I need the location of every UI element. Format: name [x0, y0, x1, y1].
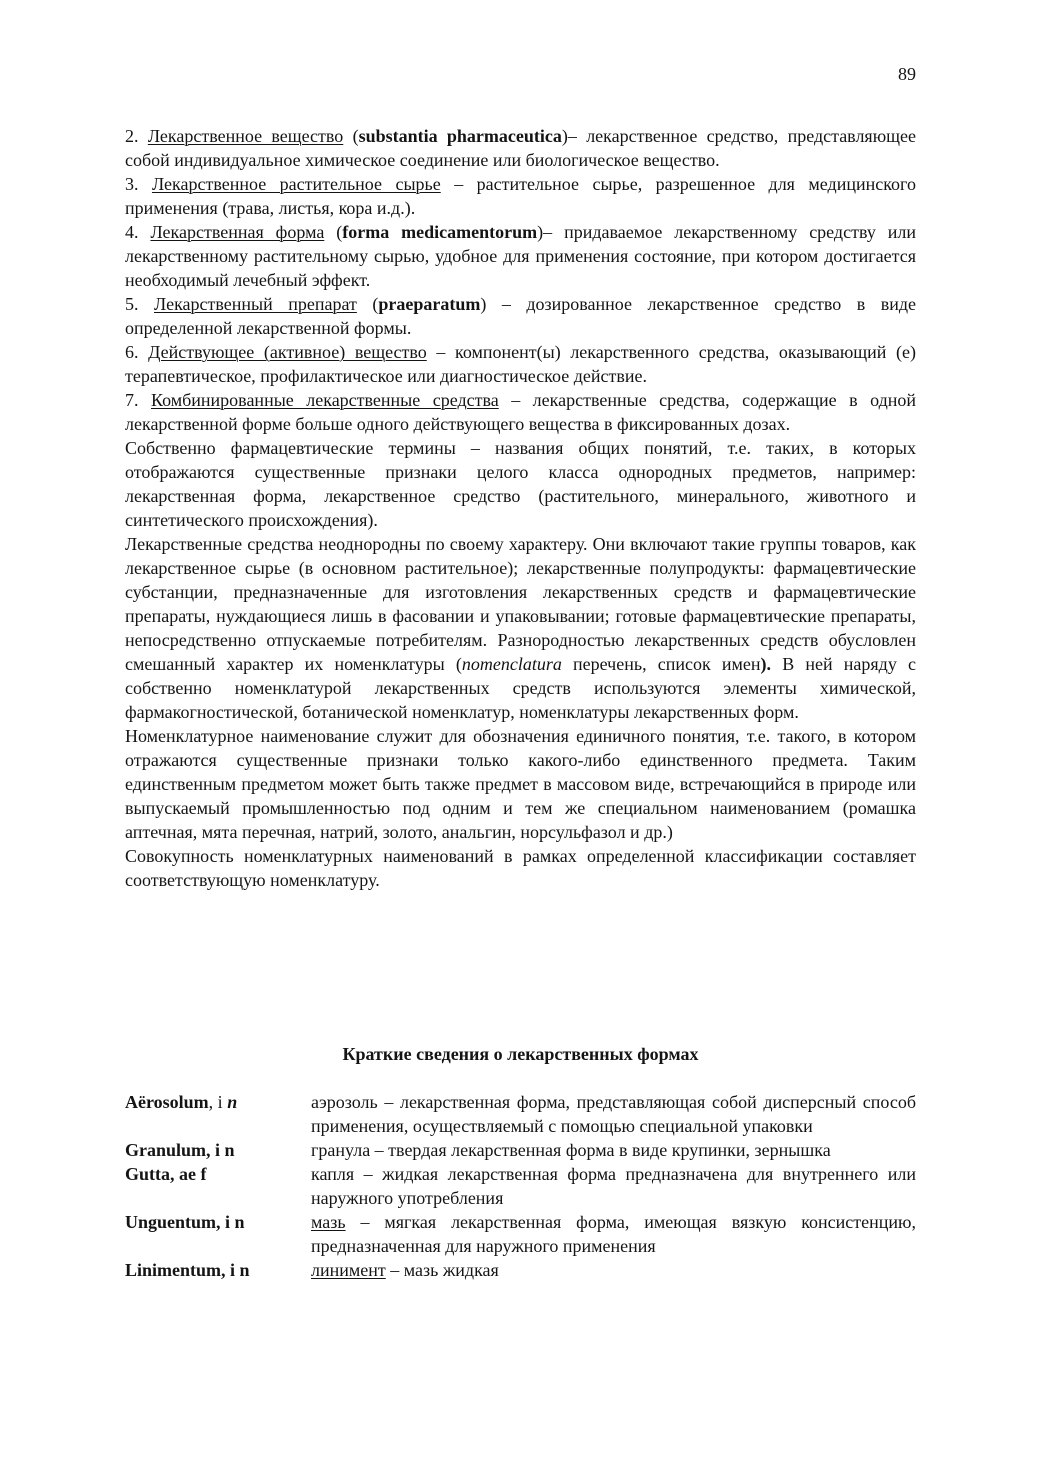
item-text: – придаваемое лекарственному средству или лекарственному растительному сырью, удобное для применения состояние, при котором достигается необходимый лечебный эффект.: [125, 222, 917, 290]
item-number: 5.: [125, 294, 139, 314]
item-latin: praeparatum: [378, 294, 481, 314]
item-text: – компонент(ы) лекарственного средства, оказывающий (е) терапевтическое, профилактическое или диагностическое действие.: [125, 342, 917, 386]
dosage-form-row: [125, 1258, 916, 1282]
dosage-forms-list: [125, 1090, 916, 1282]
definition-item-2: 2. Лекарственное вещество (substantia pharmaceutica)– лекарственное средство, представляющее собой индивидуальное химическое соединение или биологическое вещество.: [125, 126, 916, 170]
paragraph-text: ).: [760, 654, 772, 674]
item-term: Лекарственное растительное сырье: [151, 174, 441, 194]
item-number: 4.: [125, 222, 139, 242]
paragraph-nomenclature-set: Совокупность номенклатурных наименований в рамках определенной классификации составляет соответствующую номенклатуру.: [125, 846, 916, 890]
item-latin: forma medicamentorum: [342, 222, 538, 242]
item-term: Лекарственная форма: [150, 222, 325, 242]
form-latin-name: Linimentum, i n: [125, 1260, 250, 1280]
paragraph-text: перечень, список имен: [561, 654, 761, 674]
form-latin-name: Unguentum, i n: [125, 1212, 245, 1232]
dosage-form-row: [125, 1210, 916, 1258]
definition-item-6: [125, 340, 916, 388]
definition-item-4: 4. Лекарственная форма (forma medicamentorum)– придаваемое лекарственному средству или лекарственному растительному сырью, удобное для применения состояние, при котором достигается необходимый лечебный эффект.: [125, 222, 917, 290]
item-number: 6.: [125, 342, 139, 362]
page-number: 89: [898, 64, 916, 84]
item-term: Лекарственное вещество: [147, 126, 344, 146]
item-text: – лекарственное средство, представляющее собой индивидуальное химическое соединение или биологическое вещество.: [125, 126, 916, 170]
item-number: 3.: [125, 174, 139, 194]
definition-item-5: 5. Лекарственный препарат (praeparatum) – дозированное лекарственное средство в виде определенной лекарственной формы.: [125, 294, 916, 338]
latin-word-nomenclatura: nomenclatura: [461, 654, 562, 674]
body-text: [125, 124, 916, 892]
item-term: Действующее (активное) вещество: [148, 342, 427, 362]
form-latin-name: Gutta, ae f: [125, 1164, 207, 1184]
item-text: – лекарственные средства, содержащие в одной лекарственной форме больше одного действующего вещества в фиксированных дозах.: [125, 390, 916, 434]
form-latin-name: Aërosolum, i n: [125, 1092, 238, 1112]
definition-item-7: [125, 388, 916, 436]
item-term: Лекарственный препарат: [154, 294, 357, 314]
definition-item-3: [125, 172, 916, 220]
form-definition: капля – жидкая лекарственная форма предназначена для внутреннего или наружного употребления: [311, 1164, 916, 1208]
form-definition: мазь – мягкая лекарственная форма, имеющая вязкую консистенцию, предназначенная для наружного применения: [311, 1212, 916, 1256]
paragraph-medicine-groups: [125, 532, 916, 724]
form-definition: гранула – твердая лекарственная форма в виде крупинки, зернышка: [311, 1140, 831, 1160]
item-number: 7.: [125, 390, 139, 410]
section-heading: Краткие сведения о лекарственных формах: [342, 1044, 699, 1064]
paragraph-pharmaceutical-terms: Собственно фармацевтические термины – названия общих понятий, т.е. таких, в которых отображаются существенные признаки целого класса однородных предметов, например: лекарственная форма, лекарственное средство (растительного, минерального, животного и синтетического происхождения).: [125, 438, 916, 530]
paragraph-nomenclature-name: Номенклатурное наименование служит для обозначения единичного понятия, т.е. такого, в котором отражаются существенные признаки только какого-либо единственного предмета. Таким единственным предметом может быть также предмет в массовом виде, встречающийся в природе или выпускаемый промышленностью под одним и тем же специальном наименованием (ромашка аптечная, мята перечная, натрий, золото, анальгин, норсульфазол и др.): [125, 726, 916, 842]
item-latin: substantia pharmaceutica: [358, 126, 562, 146]
item-text: – растительное сырье, разрешенное для медицинского применения (трава, листья, кора и.д.).: [125, 174, 916, 218]
paragraph-text: В ней наряду с собственно номенклатурой лекарственных средств используются элементы химической, фармакогностической, ботанической номенклатур, номенклатуры лекарственных форм.: [125, 654, 916, 722]
item-number: 2.: [125, 126, 139, 146]
item-text: – дозированное лекарственное средство в виде определенной лекарственной формы.: [125, 294, 916, 338]
dosage-form-row: [125, 1090, 916, 1138]
form-definition: аэрозоль – лекарственная форма, представляющая собой дисперсный способ применения, осуществляемый с помощью специальной упаковки: [311, 1092, 916, 1136]
dosage-form-row: [125, 1162, 916, 1210]
form-latin-name: Granulum, i n: [125, 1140, 235, 1160]
dosage-form-row: [125, 1138, 916, 1162]
paragraph-text: Лекарственные средства неоднородны по своему характеру. Они включают такие группы товаров, как лекарственное сырье (в основном растительное); лекарственные полупродукты: фармацевтические субстанции, предназначенные для изготовления лекарственных средств и фармацевтические препараты, нуждающиеся лишь в фасовании и упаковывании; готовые фармацевтические препараты, непосредственно отпускаемые потребителям. Разнородностью лекарственных средств обусловлен смешанный характер их номенклатуры (: [125, 534, 916, 674]
form-definition: линимент – мазь жидкая: [311, 1260, 499, 1280]
item-term: Комбинированные лекарственные средства: [150, 390, 499, 410]
